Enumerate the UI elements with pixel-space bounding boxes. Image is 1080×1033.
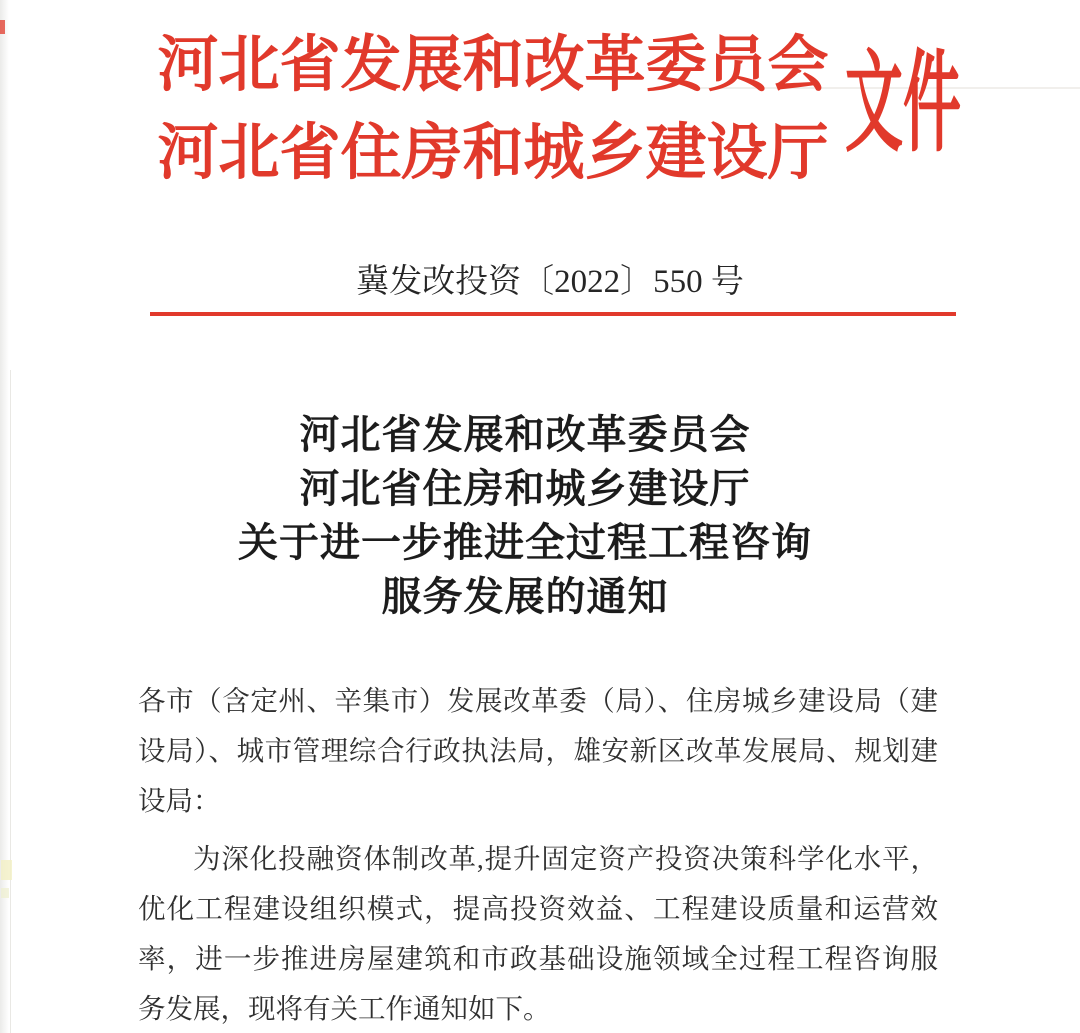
body-line-4: 务发展，现将有关工作通知如下。 bbox=[138, 993, 551, 1024]
recipients-paragraph bbox=[138, 676, 938, 826]
body-line-1: 为深化投融资体制改革,提升固定资产投资决策科学化水平， bbox=[193, 843, 938, 874]
recipients-line-2: 设局）、城市管理综合行政执法局，雄安新区改革发展局、规划建 bbox=[138, 735, 938, 766]
scan-yellow-speck-2 bbox=[1, 888, 9, 898]
title-line-3: 关于进一步推进全过程工程咨询 bbox=[238, 520, 812, 565]
scan-red-speck bbox=[0, 20, 5, 34]
scan-yellow-speck bbox=[1, 860, 12, 880]
doc-type-label: 文件 bbox=[845, 42, 962, 166]
letterhead-agency-line-1: 河北省发展和改革委员会 bbox=[157, 32, 829, 99]
letterhead bbox=[140, 22, 846, 198]
recipients-line-3: 设局： bbox=[138, 785, 221, 816]
title-line-2: 河北省住房和城乡建设厅 bbox=[299, 466, 751, 511]
document-title bbox=[125, 408, 925, 624]
body-paragraph bbox=[138, 834, 938, 1033]
title-line-4: 服务发展的通知 bbox=[381, 574, 669, 619]
title-line-1: 河北省发展和改革委员会 bbox=[299, 412, 751, 457]
recipients-line-1: 各市（含定州、辛集市）发展改革委（局）、住房城乡建设局（建 bbox=[138, 685, 938, 716]
body-line-3: 率，进一步推进房屋建筑和市政基础设施领域全过程工程咨询服 bbox=[138, 943, 938, 974]
scan-edge-line bbox=[10, 370, 11, 1033]
body-line-2: 优化工程建设组织模式，提高投资效益、工程建设质量和运营效 bbox=[138, 893, 938, 924]
letterhead-agency-line-2: 河北省住房和城乡建设厅 bbox=[157, 120, 829, 187]
reference-number: 冀发改投资〔2022〕550 号 bbox=[356, 264, 744, 300]
red-separator-line bbox=[150, 312, 956, 316]
